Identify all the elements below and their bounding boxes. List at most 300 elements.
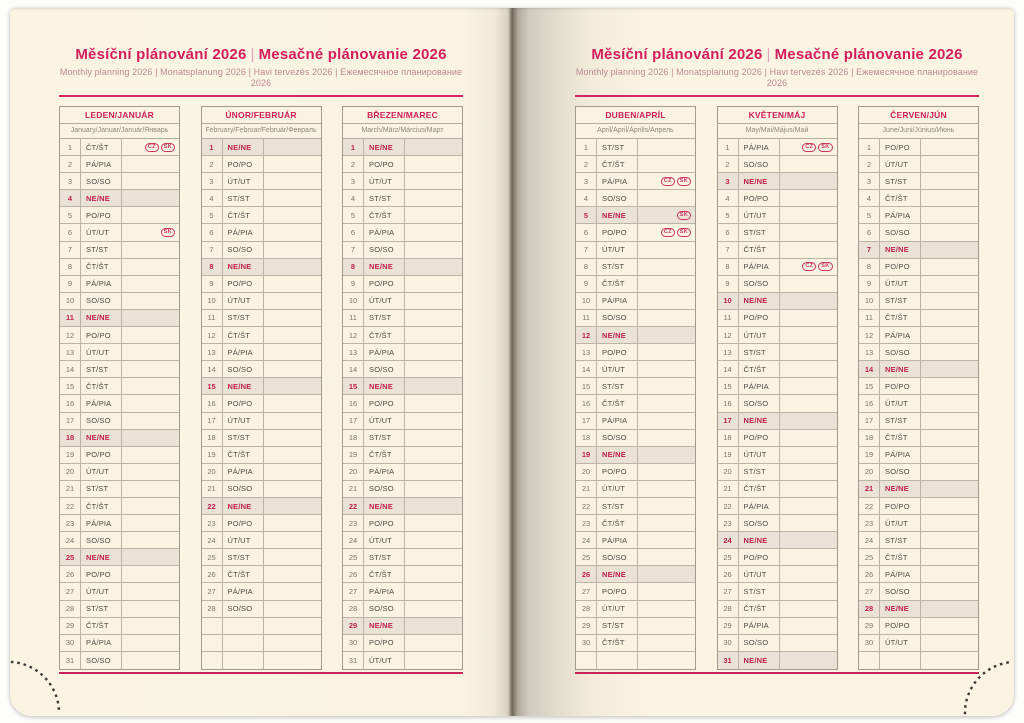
day-label: ST/ST: [597, 139, 638, 155]
day-label: NE/NE: [364, 498, 405, 514]
day-label: PÁ/PIA: [223, 464, 264, 480]
day-label: NE/NE: [223, 139, 264, 155]
day-number: 16: [576, 395, 597, 411]
day-label: PO/PO: [81, 207, 122, 223]
day-row: [60, 207, 179, 224]
day-row: [718, 361, 837, 378]
day-note-cell: [921, 549, 978, 565]
day-note-cell: [638, 413, 695, 429]
day-row: [718, 276, 837, 293]
day-row: [718, 447, 837, 464]
day-note-cell: [264, 532, 321, 548]
months-grid-left: [59, 106, 463, 670]
day-note-cell: [638, 224, 695, 240]
day-number: 15: [576, 378, 597, 394]
day-label: ST/ST: [364, 310, 405, 326]
day-row: [343, 652, 462, 669]
day-number: 19: [202, 447, 223, 463]
day-note-cell: [921, 532, 978, 548]
day-label: PO/PO: [739, 430, 780, 446]
day-note-cell: [780, 293, 837, 309]
empty-day-cell: [223, 635, 264, 651]
day-number: 20: [202, 464, 223, 480]
day-note-cell: [264, 293, 321, 309]
day-note-cell: [264, 259, 321, 275]
day-note-cell: [780, 532, 837, 548]
day-note-cell: [264, 361, 321, 377]
day-label: PÁ/PIA: [739, 618, 780, 634]
day-label: SO/SO: [81, 173, 122, 189]
day-note-cell: [122, 276, 179, 292]
empty-row: [202, 618, 321, 635]
day-row: [60, 293, 179, 310]
sunday-row: [576, 447, 695, 464]
day-number: 3: [576, 173, 597, 189]
day-note-cell: [921, 361, 978, 377]
day-row: [202, 276, 321, 293]
day-label: PÁ/PIA: [597, 532, 638, 548]
day-number: 29: [859, 618, 880, 634]
day-label: PO/PO: [364, 515, 405, 531]
day-number: 21: [60, 481, 81, 497]
empty-number-cell: [859, 652, 880, 669]
day-row: [718, 498, 837, 515]
day-label: ST/ST: [880, 532, 921, 548]
day-number: 6: [718, 224, 739, 240]
day-label: ST/ST: [739, 344, 780, 360]
day-label: ÚT/UT: [81, 224, 122, 240]
day-label: ČT/ŠT: [880, 190, 921, 206]
day-note-cell: [122, 378, 179, 394]
day-note-cell: [264, 566, 321, 582]
day-number: 17: [718, 413, 739, 429]
month-subheader: March/März/Március/Март: [343, 124, 462, 139]
day-note-cell: [405, 447, 462, 463]
day-note-cell: [638, 532, 695, 548]
sunday-row: [202, 139, 321, 156]
day-row: [576, 344, 695, 361]
day-note-cell: [638, 549, 695, 565]
bottom-rule-left: [59, 672, 463, 674]
day-note-cell: [638, 395, 695, 411]
day-label: ČT/ŠT: [364, 207, 405, 223]
day-number: 25: [202, 549, 223, 565]
day-label: SO/SO: [739, 395, 780, 411]
day-note-cell: [921, 173, 978, 189]
diary-open-spread: [10, 8, 1014, 716]
day-number: 10: [859, 293, 880, 309]
day-number: 22: [576, 498, 597, 514]
day-number: 26: [859, 566, 880, 582]
day-note-cell: [405, 601, 462, 617]
day-note-cell: [122, 430, 179, 446]
day-number: 27: [859, 583, 880, 599]
day-row: [859, 583, 978, 600]
day-number: 13: [718, 344, 739, 360]
empty-note-cell: [264, 652, 321, 669]
day-note-cell: [780, 344, 837, 360]
day-row: [576, 395, 695, 412]
day-number: 21: [202, 481, 223, 497]
day-row: [60, 498, 179, 515]
day-note-cell: [264, 276, 321, 292]
day-row: [202, 566, 321, 583]
day-number: 15: [60, 378, 81, 394]
day-label: PÁ/PIA: [364, 224, 405, 240]
day-label: PO/PO: [597, 344, 638, 360]
day-number: 14: [202, 361, 223, 377]
day-note-cell: [264, 464, 321, 480]
day-label: SO/SO: [597, 190, 638, 206]
day-number: 11: [576, 310, 597, 326]
day-row: [60, 361, 179, 378]
day-note-cell: [405, 327, 462, 343]
day-number: 11: [343, 310, 364, 326]
day-label: ČT/ŠT: [739, 481, 780, 497]
day-note-cell: [405, 190, 462, 206]
day-row: [718, 344, 837, 361]
day-number: 23: [60, 515, 81, 531]
day-label: ÚT/UT: [81, 344, 122, 360]
day-number: 20: [859, 464, 880, 480]
day-label: SO/SO: [364, 481, 405, 497]
day-row: [202, 344, 321, 361]
day-number: 2: [718, 156, 739, 172]
day-label: ÚT/UT: [880, 276, 921, 292]
day-note-cell: [405, 481, 462, 497]
day-row: [718, 327, 837, 344]
day-number: 13: [60, 344, 81, 360]
day-row: [202, 293, 321, 310]
day-label: SO/SO: [223, 242, 264, 258]
day-label: ST/ST: [880, 293, 921, 309]
title-czech: Měsíční plánování 2026: [75, 46, 247, 63]
day-number: 25: [576, 549, 597, 565]
day-label: ST/ST: [739, 464, 780, 480]
day-note-cell: [264, 327, 321, 343]
sunday-row: [718, 173, 837, 190]
day-label: PO/PO: [597, 583, 638, 599]
day-row: [576, 310, 695, 327]
day-label: ČT/ŠT: [223, 327, 264, 343]
day-note-cell: [264, 498, 321, 514]
day-number: 22: [343, 498, 364, 514]
day-label: ČT/ŠT: [880, 549, 921, 565]
day-number: 12: [859, 327, 880, 343]
day-note-cell: [405, 310, 462, 326]
day-number: 20: [718, 464, 739, 480]
day-number: 6: [202, 224, 223, 240]
month-header: BŘEZEN/MAREC: [343, 107, 462, 124]
day-label: PÁ/PIA: [880, 566, 921, 582]
day-label: ST/ST: [364, 190, 405, 206]
day-label: ČT/ŠT: [364, 447, 405, 463]
day-number: 21: [718, 481, 739, 497]
day-row: [343, 327, 462, 344]
day-label: ČT/ŠT: [81, 139, 122, 155]
day-label: NE/NE: [880, 242, 921, 258]
day-label: PO/PO: [364, 395, 405, 411]
day-row: [60, 515, 179, 532]
day-number: 7: [576, 242, 597, 258]
day-row: [60, 139, 179, 156]
day-note-cell: [921, 601, 978, 617]
day-row: [859, 224, 978, 241]
day-label: ST/ST: [223, 310, 264, 326]
day-label: ÚT/UT: [739, 327, 780, 343]
sunday-row: [859, 242, 978, 259]
day-number: 25: [718, 549, 739, 565]
day-label: NE/NE: [739, 173, 780, 189]
day-label: ÚT/UT: [880, 395, 921, 411]
day-label: NE/NE: [597, 566, 638, 582]
day-note-cell: [638, 447, 695, 463]
day-label: SO/SO: [364, 242, 405, 258]
day-number: 28: [343, 601, 364, 617]
sk-holiday-badge: SK: [161, 228, 175, 237]
day-row: [343, 395, 462, 412]
day-number: 2: [859, 156, 880, 172]
day-label: NE/NE: [81, 430, 122, 446]
day-note-cell: [780, 310, 837, 326]
day-note-cell: [264, 378, 321, 394]
day-label: NE/NE: [364, 378, 405, 394]
day-number: 2: [60, 156, 81, 172]
day-label: ST/ST: [739, 583, 780, 599]
day-row: [202, 430, 321, 447]
day-row: [343, 276, 462, 293]
day-label: NE/NE: [223, 259, 264, 275]
day-label: ČT/ŠT: [880, 430, 921, 446]
day-note-cell: [780, 481, 837, 497]
day-number: 18: [343, 430, 364, 446]
day-label: ÚT/UT: [223, 293, 264, 309]
day-number: 3: [60, 173, 81, 189]
day-row: [718, 481, 837, 498]
page-title: [575, 46, 979, 63]
day-number: 16: [859, 395, 880, 411]
day-label: PÁ/PIA: [880, 447, 921, 463]
empty-note-cell: [638, 652, 695, 669]
day-row: [576, 190, 695, 207]
day-note-cell: [780, 430, 837, 446]
day-note-cell: [921, 242, 978, 258]
title-slovak: Mesačné plánovanie 2026: [774, 46, 963, 63]
day-number: 19: [60, 447, 81, 463]
day-note-cell: [405, 344, 462, 360]
day-note-cell: [405, 395, 462, 411]
day-number: 1: [343, 139, 364, 155]
left-page: [10, 8, 512, 716]
day-label: NE/NE: [739, 293, 780, 309]
sunday-row: [343, 139, 462, 156]
day-note-cell: [921, 447, 978, 463]
day-label: ÚT/UT: [597, 601, 638, 617]
day-note-cell: [405, 566, 462, 582]
day-row: [576, 224, 695, 241]
day-number: 3: [859, 173, 880, 189]
day-number: 29: [343, 618, 364, 634]
day-label: ST/ST: [597, 498, 638, 514]
month-table-cerven-jun: [858, 106, 979, 670]
day-row: [576, 276, 695, 293]
day-row: [60, 464, 179, 481]
day-row: [718, 259, 837, 276]
day-row: [60, 224, 179, 241]
day-label: PÁ/PIA: [364, 464, 405, 480]
day-label: PO/PO: [364, 635, 405, 651]
day-number: 31: [343, 652, 364, 669]
day-label: ČT/ŠT: [597, 276, 638, 292]
cz-holiday-badge: CZ: [802, 262, 816, 271]
day-number: 23: [576, 515, 597, 531]
day-label: ÚT/UT: [223, 173, 264, 189]
day-number: 17: [859, 413, 880, 429]
day-note-cell: [405, 583, 462, 599]
day-note-cell: [122, 139, 179, 155]
day-row: [718, 430, 837, 447]
day-note-cell: [264, 515, 321, 531]
day-number: 7: [60, 242, 81, 258]
day-label: PO/PO: [223, 156, 264, 172]
day-row: [576, 293, 695, 310]
month-header: ÚNOR/FEBRUÁR: [202, 107, 321, 124]
day-label: PÁ/PIA: [739, 259, 780, 275]
day-row: [859, 447, 978, 464]
day-number: 22: [202, 498, 223, 514]
day-number: 26: [343, 566, 364, 582]
day-note-cell: [638, 259, 695, 275]
day-label: NE/NE: [81, 310, 122, 326]
sunday-row: [343, 618, 462, 635]
day-number: 20: [576, 464, 597, 480]
day-row: [859, 464, 978, 481]
day-note-cell: [638, 276, 695, 292]
day-row: [60, 566, 179, 583]
day-label: SO/SO: [739, 156, 780, 172]
day-number: 17: [202, 413, 223, 429]
day-row: [343, 190, 462, 207]
day-label: ST/ST: [597, 259, 638, 275]
day-note-cell: [405, 532, 462, 548]
day-number: 8: [718, 259, 739, 275]
day-note-cell: [405, 139, 462, 155]
day-number: 11: [60, 310, 81, 326]
day-note-cell: [780, 652, 837, 669]
day-number: 24: [718, 532, 739, 548]
day-row: [343, 515, 462, 532]
day-row: [576, 635, 695, 652]
day-number: 2: [343, 156, 364, 172]
day-label: NE/NE: [880, 481, 921, 497]
day-number: 11: [202, 310, 223, 326]
sk-holiday-badge: SK: [818, 143, 832, 152]
day-row: [859, 344, 978, 361]
day-note-cell: [638, 173, 695, 189]
day-label: SO/SO: [739, 276, 780, 292]
day-row: [202, 156, 321, 173]
day-note-cell: [405, 242, 462, 258]
day-row: [576, 259, 695, 276]
day-row: [202, 447, 321, 464]
day-note-cell: [921, 190, 978, 206]
day-number: 9: [718, 276, 739, 292]
day-label: NE/NE: [739, 652, 780, 669]
day-note-cell: [780, 566, 837, 582]
day-note-cell: [122, 242, 179, 258]
day-note-cell: [122, 652, 179, 669]
day-note-cell: [921, 635, 978, 651]
day-label: ÚT/UT: [739, 566, 780, 582]
day-note-cell: [921, 430, 978, 446]
day-label: PÁ/PIA: [223, 344, 264, 360]
day-label: ÚT/UT: [364, 532, 405, 548]
day-note-cell: [405, 276, 462, 292]
day-label: ST/ST: [880, 173, 921, 189]
day-label: ÚT/UT: [597, 242, 638, 258]
day-note-cell: [264, 583, 321, 599]
day-label: ÚT/UT: [223, 532, 264, 548]
day-note-cell: [780, 259, 837, 275]
day-row: [576, 583, 695, 600]
day-note-cell: [122, 583, 179, 599]
day-label: SO/SO: [597, 549, 638, 565]
day-label: ST/ST: [81, 601, 122, 617]
day-label: NE/NE: [597, 207, 638, 223]
day-label: ST/ST: [364, 549, 405, 565]
day-label: ÚT/UT: [597, 361, 638, 377]
day-label: SO/SO: [81, 652, 122, 669]
day-number: 10: [202, 293, 223, 309]
sk-holiday-badge: SK: [677, 177, 691, 186]
day-note-cell: [921, 464, 978, 480]
day-label: NE/NE: [880, 361, 921, 377]
day-note-cell: [122, 293, 179, 309]
day-note-cell: [122, 190, 179, 206]
sunday-row: [859, 601, 978, 618]
day-note-cell: [638, 515, 695, 531]
day-note-cell: [264, 481, 321, 497]
day-row: [576, 601, 695, 618]
day-row: [60, 601, 179, 618]
day-label: PO/PO: [223, 276, 264, 292]
day-note-cell: [405, 156, 462, 172]
day-number: 30: [576, 635, 597, 651]
day-row: [202, 549, 321, 566]
day-note-cell: [780, 464, 837, 480]
empty-note-cell: [264, 635, 321, 651]
day-note-cell: [921, 583, 978, 599]
day-label: ČT/ŠT: [81, 618, 122, 634]
day-row: [718, 224, 837, 241]
day-row: [576, 173, 695, 190]
day-label: ÚT/UT: [364, 413, 405, 429]
day-note-cell: [921, 207, 978, 223]
day-label: SO/SO: [81, 293, 122, 309]
day-label: NE/NE: [739, 532, 780, 548]
day-number: 12: [576, 327, 597, 343]
day-number: 31: [60, 652, 81, 669]
day-label: SO/SO: [223, 361, 264, 377]
month-table-leden-januar: [59, 106, 180, 670]
day-label: PO/PO: [880, 618, 921, 634]
cz-holiday-badge: CZ: [661, 177, 675, 186]
day-label: ÚT/UT: [364, 652, 405, 669]
sunday-row: [202, 498, 321, 515]
day-number: 17: [576, 413, 597, 429]
day-note-cell: [638, 293, 695, 309]
day-note-cell: [264, 413, 321, 429]
